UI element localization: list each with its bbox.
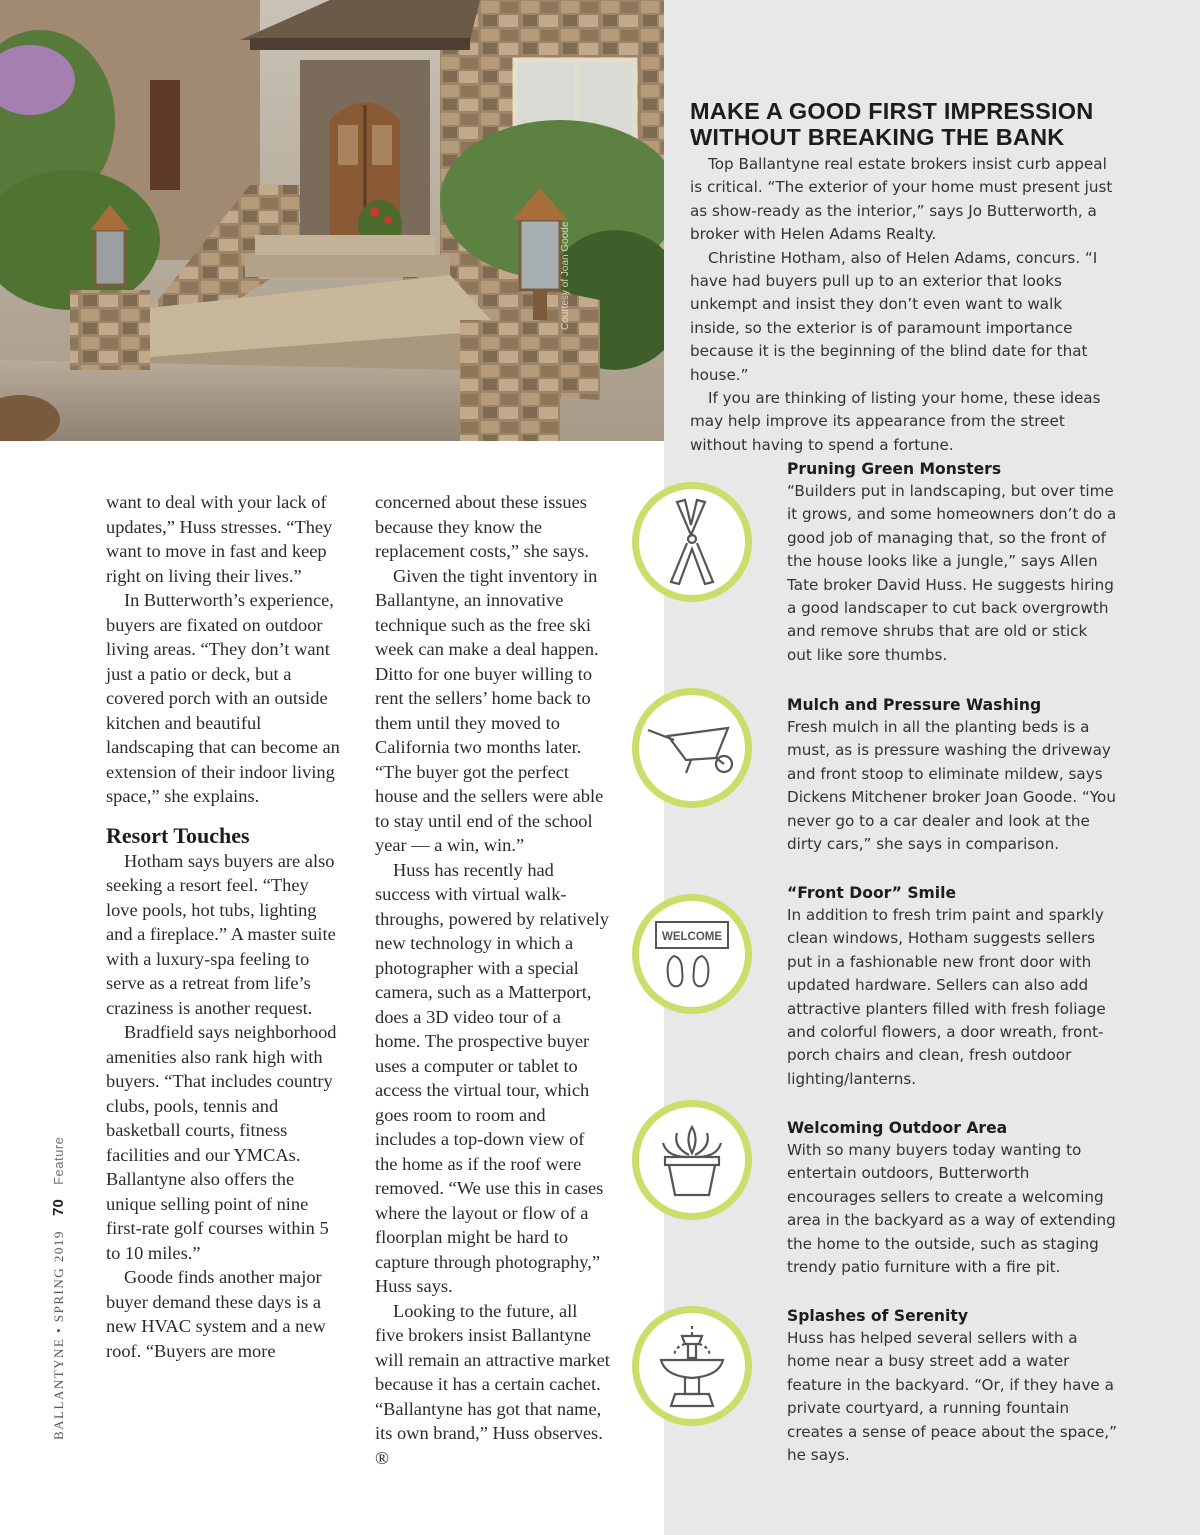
tip-heading: Pruning Green Monsters <box>787 460 1002 478</box>
pruning-shears-icon <box>632 482 752 602</box>
tip-heading: Splashes of Serenity <box>787 1307 968 1325</box>
tip-heading: “Front Door” Smile <box>787 884 957 902</box>
page-number: 70 <box>50 1199 67 1216</box>
sidebar-intro <box>690 98 1115 457</box>
tip-body: Fresh mulch in all the planting beds is a must, as is pressure washing the driveway and front stoop to eliminate mildew, says Dickens Mitchener broker Joan Goode. “You never go to a car dealer and look at the dirty cars,” she says in comparison. <box>787 718 1116 854</box>
article-paragraph: Bradfield says neighborhood amenities also rank high with buyers. “That includes country clubs, pools, tennis and basketball courts, fitness facilities and our YMCAs. Ballantyne also offers the unique selling point of nine first-rate golf courses within 5 to 10 miles.” <box>106 1022 337 1263</box>
article-column-1 <box>106 490 341 1363</box>
tip-mulch <box>787 694 1117 856</box>
welcome-mat-icon <box>632 894 752 1014</box>
tip-pruning <box>787 458 1117 667</box>
section-label: Feature <box>51 1136 66 1185</box>
photo-credit: Courtesy of Joan Goode <box>560 221 571 330</box>
article-paragraph: want to deal with your lack of updates,” Huss stresses. “They want to move in fast and keep right on living their lives.” <box>106 492 333 586</box>
sidebar-title <box>690 98 1115 150</box>
welcome-mat-label: WELCOME <box>661 931 723 943</box>
house-photo-illustration <box>0 0 664 441</box>
article-paragraph: In Butterworth’s experience, buyers are fixated on outdoor living areas. “They don’t want just a patio or deck, but a covered porch with an outside kitchen and beautiful landscaping that can become an extension of their indoor living space,” she explains. <box>106 590 340 806</box>
article-column-2 <box>375 490 610 1470</box>
publication-name: BALLANTYNE • SPRING 2019 <box>51 1230 66 1440</box>
page-folio <box>50 1137 67 1440</box>
article-paragraph: Hotham says buyers are also seeking a resort feel. “They love pools, hot tubs, lighting and a fireplace.” A master suite with a luxury-spa feeling to serve as a retreat from life’s craziness is another request. <box>106 850 336 1018</box>
house-entrance-photo <box>0 0 664 441</box>
tip-body: In addition to fresh trim paint and sparkly clean windows, Hotham suggests sellers put in a fashionable new front door with updated hardware. Sellers can also add attractive planters filled with fresh foliage and colorful flowers, a door wreath, front-porch chairs and clean, fresh outdoor lighting/lanterns. <box>787 906 1106 1088</box>
sidebar-title-line-1: MAKE A GOOD FIRST IMPRESSION <box>690 98 1094 124</box>
sidebar-intro-paragraph: Top Ballantyne real estate brokers insist curb appeal is critical. “The exterior of your home must present just as show-ready as the interior,” says Jo Butterworth, a broker with Helen Adams Realty. <box>690 155 1113 244</box>
article-paragraph: Goode finds another major buyer demand these days is a new HVAC system and a new roof. “Buyers are more <box>106 1267 326 1361</box>
article-paragraph: Looking to the future, all five brokers insist Ballantyne will remain an attractive market because it has a certain cachet. “Ballantyne has got that name, its own brand,” Huss observes. ® <box>375 1300 610 1468</box>
tip-front-door <box>787 882 1117 1091</box>
tip-body: With so many buyers today wanting to entertain outdoors, Butterworth encourages sellers to create a welcoming area in the backyard as a way of extending the home to the outside, such as staging trendy patio furniture with a fire pit. <box>787 1141 1116 1277</box>
article-paragraph: concerned about these issues because they know the replacement costs,” she says. <box>375 492 589 561</box>
article-paragraph: Given the tight inventory in Ballantyne, an innovative technique such as the free ski week can make a deal happen. Ditto for one buyer willing to rent the sellers’ home back to them until they moved to California two months later. “The buyer got the perfect house and the sellers were able to stay until end of the school year — a win, win.” <box>375 565 604 855</box>
fountain-icon <box>632 1306 752 1426</box>
tip-body: “Builders put in landscaping, but over time it grows, and some homeowners don’t do a good job of managing that, so the front of the house looks like a jungle,” says Allen Tate broker David Huss. He suggests hiring a good landscaper to cut back overgrowth and remove shrubs that are old or stick out like sore thumbs. <box>787 482 1117 664</box>
sidebar-intro-paragraph: Christine Hotham, also of Helen Adams, concurs. “I have had buyers pull up to an exterior that looks unkempt and insist they don’t even want to walk inside, so the exterior is of paramount importance because it is the beginning of the blind date for that house.” <box>690 248 1098 384</box>
wheelbarrow-icon <box>632 688 752 808</box>
sidebar-intro-paragraph: If you are thinking of listing your home, these ideas may help improve its appearance from the street without having to spend a fortune. <box>690 389 1101 454</box>
tip-heading: Welcoming Outdoor Area <box>787 1119 1008 1137</box>
article-paragraph: Huss has recently had success with virtual walk-throughs, powered by relatively new technology in which a photographer with a special camera, such as a Matterport, does a 3D video tour of a home. The prospective buyer uses a computer or tablet to access the virtual tour, which goes room to room and includes a top-down view of the home as if the roof were removed. “We use this in cases where the layout or flow of a floorplan might be hard to capture through photography,” Huss says. <box>375 859 609 1296</box>
tip-outdoor-area <box>787 1117 1117 1279</box>
article-subheading: Resort Touches <box>106 822 250 848</box>
sidebar-title-line-2: WITHOUT BREAKING THE BANK <box>690 124 1065 150</box>
tip-heading: Mulch and Pressure Washing <box>787 696 1042 714</box>
potted-plant-icon <box>632 1100 752 1220</box>
tip-serenity <box>787 1305 1117 1467</box>
tip-body: Huss has helped several sellers with a home near a busy street add a water feature in the backyard. “Or, if they have a private courtyard, a running fountain creates a sense of peace about the space,” he says. <box>787 1329 1117 1465</box>
